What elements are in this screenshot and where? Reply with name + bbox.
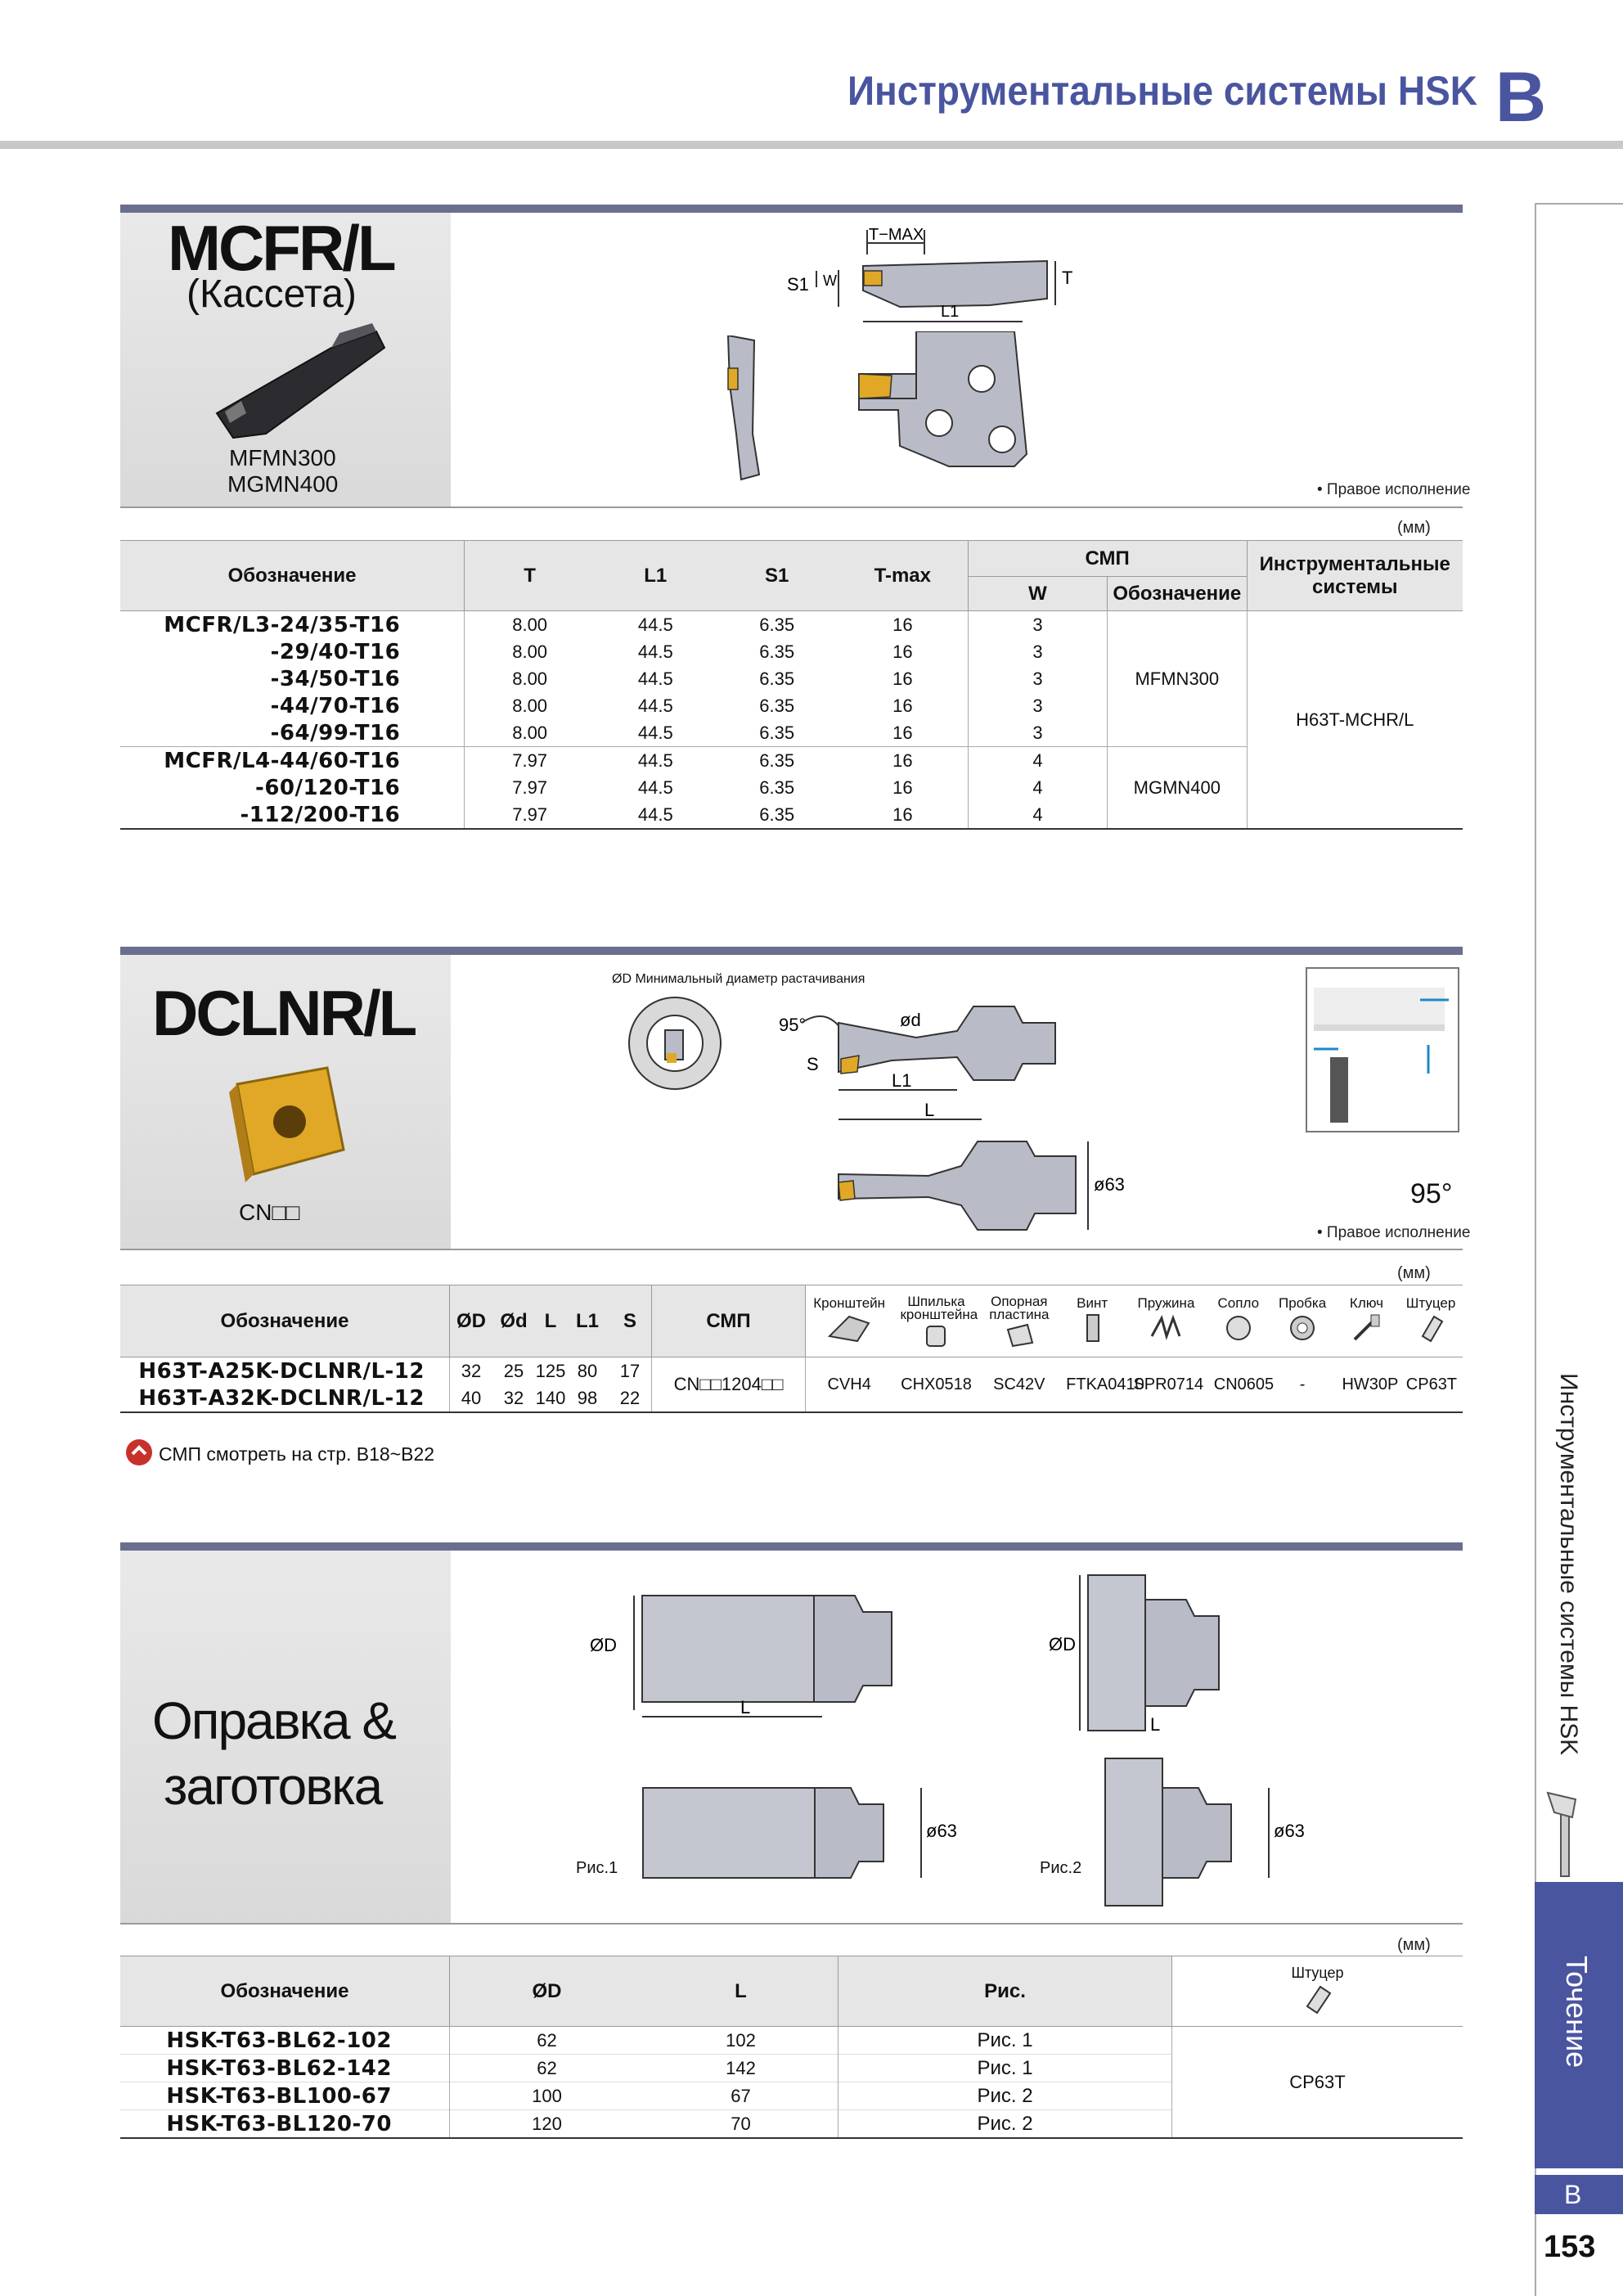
side-frame-top [1535, 203, 1623, 205]
part-value: CN0605 [1213, 1375, 1275, 1393]
dclnr-title: DCLNR/L [152, 977, 416, 1049]
blank-panel-bottom [120, 1923, 1463, 1925]
col-t: T [465, 541, 595, 611]
dim-l: L [740, 1697, 751, 1717]
screw-icon [1066, 1312, 1118, 1344]
table-row: -34/50-T16 8.00 44.5 6.35 16 3 [120, 665, 1463, 692]
dim-s: S [807, 1054, 819, 1074]
part-value: CHX0518 [901, 1375, 972, 1393]
blank-title-line1: Оправка & [152, 1691, 396, 1750]
part-bracket: Кронштейн [813, 1295, 885, 1348]
col-designation: Обозначение [120, 541, 465, 611]
reference-text: СМП смотреть на стр. B18~B22 [159, 1443, 435, 1465]
col-designation: Обозначение [120, 1285, 450, 1357]
boring-application-drawing [1306, 967, 1459, 1137]
dclnr-insert-label: CN□□ [239, 1200, 300, 1225]
smp-value: CN□□1204□□ [652, 1357, 806, 1413]
dim-d: ød [900, 1010, 921, 1030]
part-value: FTKA0410 [1066, 1375, 1144, 1393]
blank-title-line2: заготовка [164, 1757, 382, 1816]
part-screw: Винт [1066, 1295, 1118, 1348]
table-row: H63T-A32K-DCLNR/L-12 40 32 140 98 22 [120, 1384, 1463, 1412]
dclnr-right-hand-note: • Правое исполнение [1317, 1224, 1471, 1241]
mcfr-insert2-label: MGMN400 [227, 471, 339, 497]
col-fig: Рис. [838, 1956, 1172, 2027]
table-row: -60/120-T16 7.97 44.5 6.35 16 4 [120, 774, 1463, 801]
dim-d63: ø63 [926, 1821, 957, 1841]
fitting-value: CP63T [1172, 2027, 1463, 2139]
part-shim: Опорная пластина [987, 1295, 1051, 1348]
fig1-label: Рис.1 [576, 1859, 618, 1877]
mcfr-side-drawing [712, 335, 769, 487]
col-tool-system: Инструментальные системы [1247, 541, 1463, 611]
mcfr-insert1-label: MFMN300 [229, 445, 336, 470]
dclnr-table [120, 1285, 1463, 1413]
part-value: SPR0714 [1133, 1375, 1204, 1393]
fig1-top-drawing [585, 1587, 928, 1722]
col-smp: СМП [652, 1285, 806, 1357]
side-tab-letter [1535, 2175, 1623, 2214]
insert-group1: MFMN300 [1108, 611, 1247, 747]
dim-s1: S1 [787, 274, 809, 295]
dclnr-bottom-drawing [830, 1133, 1133, 1244]
plug-icon [1278, 1312, 1327, 1344]
dim-t: T [1062, 268, 1073, 288]
fig2-bottom-drawing [1100, 1755, 1329, 1915]
mcfr-front-drawing [851, 331, 1047, 483]
col-od: ØD [450, 1285, 493, 1357]
col-parts [806, 1285, 1463, 1357]
col-dd: Ød [492, 1285, 535, 1357]
col-fitting [1172, 1956, 1463, 2027]
key-icon [1342, 1312, 1391, 1344]
fig2-label: Рис.2 [1040, 1859, 1082, 1877]
side-vertical-title: Инструментальные системы HSK [1555, 1373, 1582, 1756]
part-value: SC42V [993, 1375, 1045, 1393]
mcfr-title: MCFR/L [168, 212, 394, 284]
blank-table [120, 1956, 1463, 2139]
side-tab-letter-text: B [1564, 2180, 1582, 2209]
dclnr-main-drawing [777, 998, 1088, 1133]
mcfr-table [120, 540, 1463, 830]
mcfr-top-drawing [777, 225, 1088, 335]
dim-d63: ø63 [1094, 1174, 1125, 1195]
part-value: HW30P [1342, 1375, 1399, 1393]
col-tmax: T-max [838, 541, 968, 611]
cnmg-insert-photo [205, 1060, 352, 1195]
section-letter: B [1495, 58, 1547, 137]
nozzle-icon [1214, 1312, 1263, 1344]
dim-d63: ø63 [1274, 1821, 1305, 1841]
min-diameter-note: ØD Минимальный диаметр растачивания [612, 972, 865, 986]
fig2-top-drawing [1047, 1567, 1293, 1743]
fitting-icon [1406, 1312, 1455, 1344]
part-nozzle: Сопло [1214, 1295, 1263, 1348]
dim-l: L [1150, 1714, 1161, 1735]
part-value: - [1299, 1375, 1306, 1393]
side-tab-label: Точение [1560, 1956, 1594, 2069]
reference-arrow-icon [123, 1436, 155, 1473]
part-value: CVH4 [827, 1375, 871, 1393]
col-designation: Обозначение [120, 1956, 450, 2027]
blank-section-bar [120, 1542, 1463, 1551]
turning-icon [1543, 1788, 1592, 1882]
part-fitting: Штуцер [1406, 1295, 1455, 1348]
dim-l: L [924, 1100, 935, 1120]
table-row: HSK-T63-BL120-70 120 70 Рис. 2 [120, 2110, 1463, 2139]
table-row: MCFR/L4-44/60-T16 7.97 44.5 6.35 16 4 MGMN400 [120, 747, 1463, 775]
dclnr-unit: (мм) [1397, 1264, 1431, 1282]
col-l1: L1 [566, 1285, 609, 1357]
col-s: S [609, 1285, 652, 1357]
dim-angle: 95° [779, 1015, 807, 1035]
boring-section-drawing [626, 994, 724, 1096]
reference-link[interactable] [123, 1436, 434, 1473]
dim-d: ØD [590, 1635, 617, 1655]
part-bracket-pin: Шпилька кронштейна [900, 1295, 972, 1348]
part-value: CP63T [1405, 1375, 1458, 1393]
part-spring: Пружина [1133, 1295, 1198, 1348]
col-l1: L1 [595, 541, 716, 611]
table-row: HSK-T63-BL62-102 62 102 Рис. 1 CP63T [120, 2027, 1463, 2055]
fitting-icon [1173, 1982, 1462, 2019]
table-row: MCFR/L3-24/35-T16 8.00 44.5 6.35 16 3 MFMN300 H63T-MCHR/L [120, 611, 1463, 639]
fig1-bottom-drawing [638, 1780, 982, 1890]
dclnr-section-bar [120, 947, 1463, 955]
col-l: L [535, 1285, 566, 1357]
header-divider [0, 141, 1623, 149]
col-l: L [644, 1956, 838, 2027]
col-fitting-label: Штуцер [1291, 1964, 1344, 1981]
insert-group2: MGMN400 [1108, 747, 1247, 830]
spring-icon [1133, 1312, 1198, 1344]
table-row: -29/40-T16 8.00 44.5 6.35 16 3 [120, 638, 1463, 665]
col-smp-designation: Обозначение [1108, 577, 1247, 611]
shim-icon [987, 1321, 1051, 1348]
part-key: Ключ [1342, 1295, 1391, 1348]
part-plug: Пробка [1278, 1295, 1327, 1348]
dim-l1: L1 [941, 303, 960, 321]
dim-l1: L1 [892, 1070, 912, 1091]
table-row: -64/99-T16 8.00 44.5 6.35 16 3 [120, 719, 1463, 747]
table-row: -112/200-T16 7.97 44.5 6.35 16 4 [120, 801, 1463, 829]
col-s1: S1 [716, 541, 837, 611]
mcfr-unit: (мм) [1397, 519, 1431, 537]
mcfr-subtitle: (Кассета) [187, 272, 357, 316]
blank-unit: (мм) [1397, 1936, 1431, 1954]
col-od: ØD [450, 1956, 645, 2027]
pin-icon [900, 1321, 972, 1348]
cassette-photo [209, 315, 397, 458]
dim-w: W [823, 272, 837, 289]
col-smp: СМП [968, 541, 1247, 577]
bracket-icon [813, 1312, 885, 1344]
mcfr-right-hand-note: • Правое исполнение [1317, 481, 1471, 498]
dim-tmax: T−MAX [869, 226, 924, 244]
dim-d: ØD [1049, 1634, 1076, 1654]
page-header-title: Инструментальные системы HSK [847, 68, 1477, 114]
table-row: HSK-T63-BL62-142 62 142 Рис. 1 [120, 2055, 1463, 2082]
table-row: HSK-T63-BL100-67 100 67 Рис. 2 [120, 2082, 1463, 2110]
angle-95-label: 95° [1410, 1178, 1453, 1209]
dclnr-panel-bottom [120, 1249, 1463, 1250]
table-row: -44/70-T16 8.00 44.5 6.35 16 3 [120, 692, 1463, 719]
col-w: W [968, 577, 1107, 611]
side-tab-turning[interactable] [1535, 1882, 1623, 2168]
tool-system-value: H63T-MCHR/L [1247, 611, 1463, 830]
page-number: 153 [1544, 2230, 1596, 2264]
table-row: H63T-A25K-DCLNR/L-12 32 25 125 80 17 CN□□1204□□ CVH4 CHX0518 SC42V FTKA0410 SPR0714 CN0605 - HW30P CP63T [120, 1357, 1463, 1385]
mcfr-panel-bottom [120, 506, 1463, 508]
